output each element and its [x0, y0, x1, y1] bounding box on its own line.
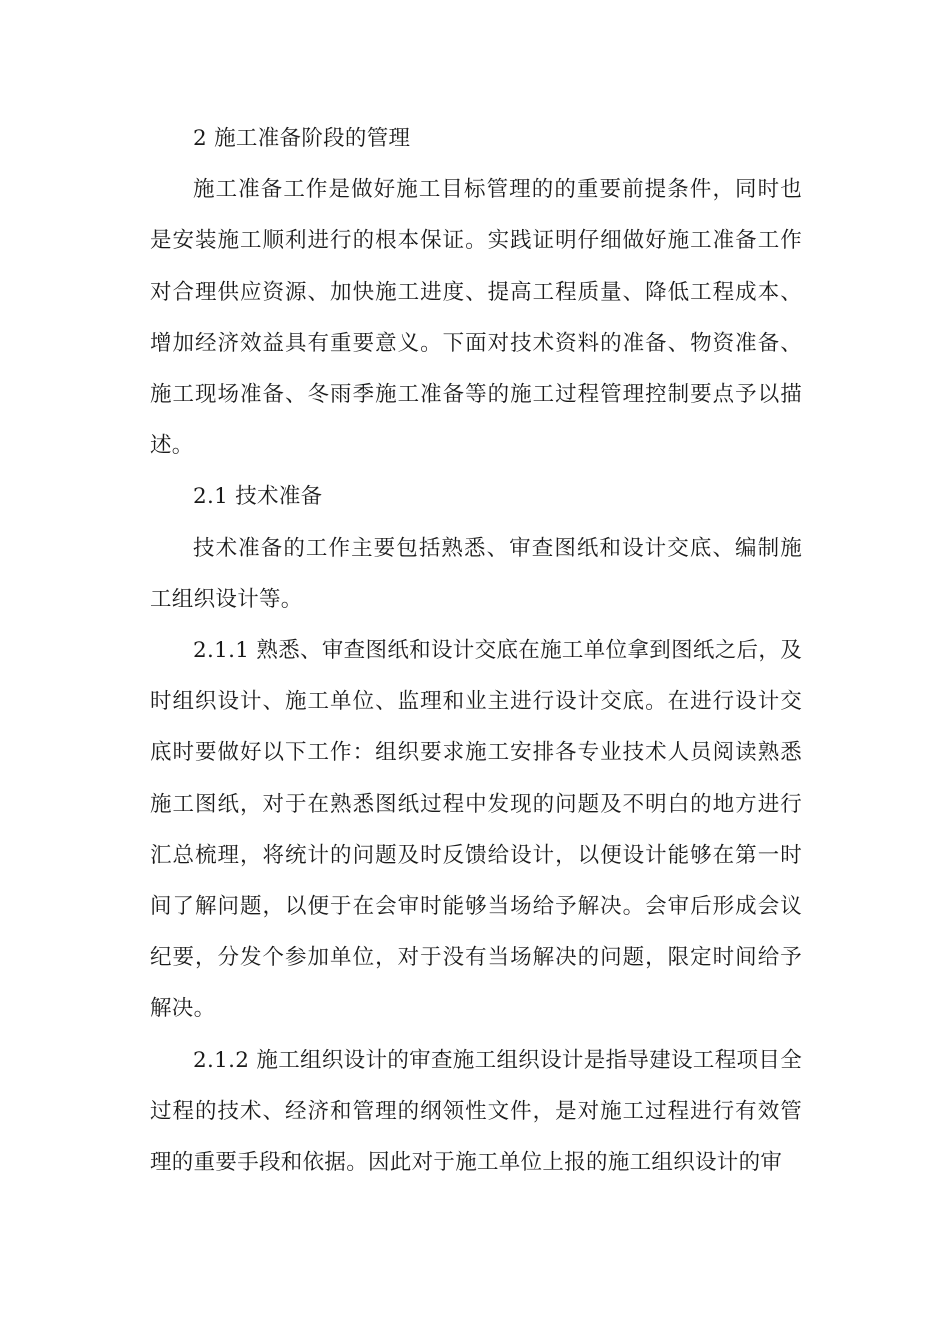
paragraph-intro: 施工准备工作是做好施工目标管理的的重要前提条件，同时也是安装施工顺利进行的根本保证。实践证明仔细做好施工准备工作对合理供应资源、加快施工进度、提高工程质量、降低工程成本、增加经济效益具有重要意义。下面对技术资料的准备、物资准备、施工现场准备、冬雨季施工准备等的施工过程管理控制要点予以描述。 [150, 177, 802, 459]
document-body [150, 113, 802, 1188]
paragraph-2-1-2: 2.1.2 施工组织设计的审查施工组织设计是指导建设工程项目全过程的技术、经济和管理的纲领性文件，是对施工过程进行有效管理的重要手段和依据。因此对于施工单位上报的施工组织设计的审 [150, 1047, 802, 1176]
section-heading-2: 2 施工准备阶段的管理 [193, 126, 411, 151]
paragraph-technical-prep: 技术准备的工作主要包括熟悉、审查图纸和设计交底、编制施工组织设计等。 [150, 535, 802, 612]
section-heading-2-1: 2.1 技术准备 [193, 484, 323, 510]
paragraph-2-1-1: 2.1.1 熟悉、审查图纸和设计交底在施工单位拿到图纸之后，及时组织设计、施工单位、监理和业主进行设计交底。在进行设计交底时要做好以下工作：组织要求施工安排各专业技术人员阅读熟悉施工图纸，对于在熟悉图纸过程中发现的问题及不明白的地方进行汇总梳理，将统计的问题及时反馈给设计，以便设计能够在第一时间了解问题，以便于在会审时能够当场给予解决。会审后形成会议纪要，分发个参加单位，对于没有当场解决的问题，限定时间给予解决。 [150, 638, 802, 1022]
